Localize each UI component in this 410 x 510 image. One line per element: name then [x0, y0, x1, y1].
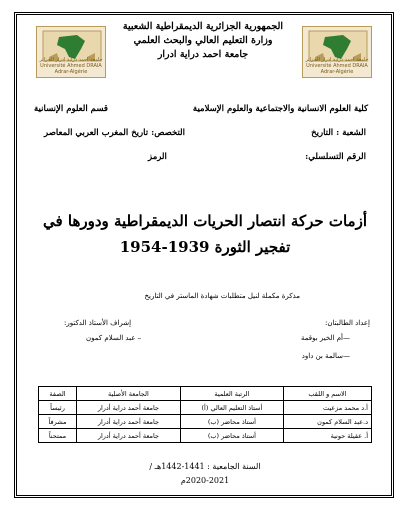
member-rank: أستاذ التعليم العالي (أ) — [180, 401, 283, 415]
specialty: التخصص: تاريخ المغرب العربي المعاصر — [44, 128, 185, 138]
university-logo-left — [36, 26, 106, 78]
member-university: جامعة أحمد دراية أدرار — [77, 415, 181, 429]
university-logo-right — [302, 26, 372, 78]
thesis-title-line-1: أزمات حركة انتصار الحريات الديمقراطية ودورها في — [42, 212, 368, 230]
supervisor-label: إشراف الأستاذ الدكتور: — [64, 319, 132, 327]
committee-header-row — [39, 387, 372, 401]
member-rank: أستاذ محاضر (ب) — [180, 429, 283, 443]
header-rank: الرتبة العلمية — [180, 387, 283, 401]
thesis-title-line-2: تفجير الثورة 1939-1954 — [119, 238, 291, 256]
member-role: ممتحناً — [39, 429, 77, 443]
table-row — [39, 415, 372, 429]
logo-text: جامعة احمد دراية ادرار الجزائر Université Ahmed DRAIA Adrar-Algérie — [305, 57, 369, 75]
header-role: الصفة — [39, 387, 77, 401]
branch: الشعبة : التاريخ — [311, 128, 366, 138]
republic-name: الجمهورية الجزائرية الديمقراطية الشعبية — [122, 21, 284, 32]
thesis-title — [40, 208, 370, 260]
student-name-2: —سالمة بن داود — [301, 352, 350, 360]
serial-number: الرقم التسلسلي: — [305, 152, 366, 162]
member-name: أ. عقيلة حونية — [284, 429, 372, 443]
member-role: مشرفاً — [39, 415, 77, 429]
committee-table — [38, 386, 372, 443]
member-university: جامعة أحمد دراية أدرار — [77, 429, 181, 443]
header-name: الاسم و اللقب — [284, 387, 372, 401]
supervisor-name: – عبد السلام كمون — [86, 334, 142, 342]
logo-text: جامعة احمد دراية ادرار الجزائر Université Ahmed DRAIA Adrar-Algérie — [39, 57, 103, 75]
header-university: الجامعة الأصلية — [77, 387, 181, 401]
document-header — [108, 20, 298, 62]
academic-year-hijri: السنة الجامعية : 1441-1442هـ / — [149, 462, 261, 471]
subtitle: مذكرة مكملة لنيل متطلبات شهادة الماستر في التاريخ — [144, 292, 300, 300]
member-rank: أستاذ محاضر (ب) — [180, 415, 283, 429]
ministry-name: وزارة التعليم العالي والبحث العلمي — [133, 35, 273, 46]
table-row — [39, 429, 372, 443]
member-name: أ.د محمد مزعيت — [284, 401, 372, 415]
code: الرمز — [148, 152, 167, 162]
university-name: جامعة احمد دراية ادرار — [157, 49, 249, 60]
member-role: رئيساً — [39, 401, 77, 415]
member-name: د.عبد السلام كمون — [284, 415, 372, 429]
students-label: إعداد الطالبتان: — [324, 319, 370, 327]
member-university: جامعة أحمد دراية أدرار — [77, 401, 181, 415]
table-row — [39, 401, 372, 415]
student-name-1: —أم الخير بوقمة — [300, 334, 350, 342]
faculty: كلية العلوم الانسانية والاجتماعية والعلوم الإسلامية — [192, 104, 368, 114]
department: قسم العلوم الإنسانية — [34, 104, 108, 114]
academic-year-gregorian: 2020-2021م — [180, 476, 230, 485]
